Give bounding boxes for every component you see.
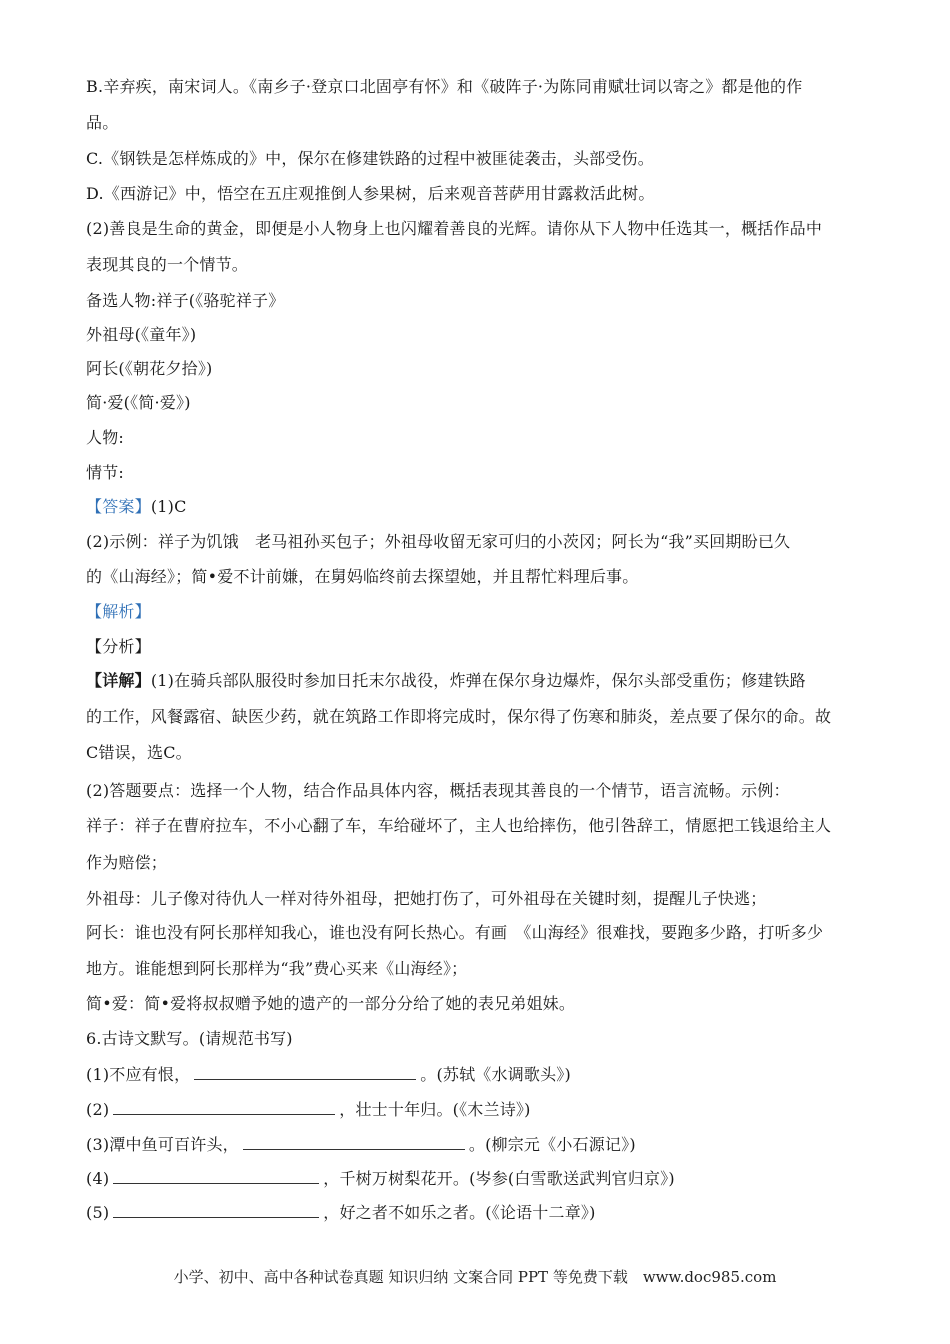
fill-2-blank[interactable] bbox=[113, 1098, 335, 1115]
option-b-line1: B.辛弃疾，南宋词人。《南乡子·登京口北固亭有怀》和《破阵子·为陈同甫赋壮词以寄之》都是他的作 bbox=[86, 77, 803, 96]
fill-item-2 bbox=[86, 1098, 876, 1121]
fill-5-post: ，好之者不如乐之者。(《论语十二章》) bbox=[323, 1203, 596, 1222]
detail-2: (2)答题要点：选择一个人物，结合作品具体内容，概括表现其善良的一个情节，语言流畅。示例： bbox=[86, 781, 790, 800]
option-b-line2: 品。 bbox=[86, 113, 119, 132]
option-d: D.《西游记》中，悟空在五庄观推倒人参果树，后来观音菩萨用甘露救活此树。 bbox=[86, 184, 655, 203]
fill-4-blank[interactable] bbox=[113, 1167, 319, 1184]
fenxi-tag: 【分析】 bbox=[86, 637, 151, 656]
fill-3-post: 。(柳宗元《小石源记》) bbox=[468, 1135, 636, 1154]
analysis-tag: 【解析】 bbox=[86, 602, 151, 621]
candidate-1: 备选人物:祥子(《骆驼祥子》 bbox=[86, 291, 285, 310]
fill-3-pre: (3)潭中鱼可百许头， bbox=[86, 1135, 239, 1154]
fill-3-blank[interactable] bbox=[243, 1133, 465, 1150]
candidate-4: 简·爱(《简·爱》) bbox=[86, 393, 191, 412]
fill-5-blank[interactable] bbox=[113, 1201, 319, 1218]
answer-2-line1: (2)示例：祥子为饥饿 老马祖孙买包子；外祖母收留无家可归的小茨冈；阿长为“我”买回期盼已久 bbox=[86, 532, 791, 551]
option-c: C.《钢铁是怎样炼成的》中，保尔在修建铁路的过程中被匪徒袭击，头部受伤。 bbox=[86, 149, 654, 168]
fill-2-pre: (2) bbox=[86, 1100, 110, 1119]
fill-item-5 bbox=[86, 1201, 876, 1224]
xiangzi-line2: 作为赔偿； bbox=[86, 853, 168, 872]
fill-item-4 bbox=[86, 1167, 876, 1190]
candidate-2: 外祖母(《童年》) bbox=[86, 325, 197, 344]
jane-line: 简•爱：简•爱将叔叔赠予她的遗产的一部分分给了她的表兄弟姐妹。 bbox=[86, 994, 576, 1013]
fill-1-blank[interactable] bbox=[194, 1063, 416, 1080]
detail-tag: 【详解】 bbox=[86, 671, 151, 690]
detail-line1 bbox=[86, 670, 876, 692]
fill-5-pre: (5) bbox=[86, 1203, 110, 1222]
answer-1: (1)C bbox=[150, 497, 187, 516]
fill-2-post: ，壮士十年归。(《木兰诗》) bbox=[339, 1100, 531, 1119]
question-6: 6.古诗文默写。(请规范书写) bbox=[86, 1029, 293, 1048]
answer-2-line2: 的《山海经》；简•爱不计前嫌，在舅妈临终前去探望她，并且帮忙料理后事。 bbox=[86, 567, 639, 586]
candidate-3: 阿长(《朝花夕拾》) bbox=[86, 359, 213, 378]
answer-tag: 【答案】 bbox=[86, 497, 151, 516]
fill-4-post: ，千树万树梨花开。(岑参(白雪歌送武判官归京》) bbox=[323, 1169, 675, 1188]
question-2-line2: 表现其良的一个情节。 bbox=[86, 255, 249, 274]
xiangzi-line1: 祥子：祥子在曹府拉车，不小心翻了车，车给碰坏了，主人也给摔伤，他引咎辞工，情愿把工钱退给主人 bbox=[86, 816, 832, 835]
achang-line1: 阿长：谁也没有阿长那样知我心，谁也没有阿长热心。有画 《山海经》很难找，要跑多少路，打听多少 bbox=[86, 923, 824, 942]
person-label: 人物: bbox=[86, 428, 124, 447]
page-footer: 小学、初中、高中各种试卷真题 知识归纳 文案合同 PPT 等免费下载 www.doc985.com bbox=[173, 1268, 777, 1286]
fill-1-post: 。(苏轼《水调歌头》) bbox=[420, 1065, 571, 1084]
grandmother-line: 外祖母：儿子像对待仇人一样对待外祖母，把她打伤了，可外祖母在关键时刻，提醒儿子快逃； bbox=[86, 889, 767, 908]
question-2-line1: (2)善良是生命的黄金，即便是小人物身上也闪耀着善良的光辉。请你从下人物中任选其一，概括作品中 bbox=[86, 219, 823, 238]
detail-line3: C错误，选C。 bbox=[86, 743, 192, 762]
fill-item-1 bbox=[86, 1063, 876, 1086]
fill-item-3 bbox=[86, 1133, 876, 1156]
answer-line bbox=[86, 496, 876, 518]
fill-4-pre: (4) bbox=[86, 1169, 110, 1188]
fill-1-pre: (1)不应有恨， bbox=[86, 1065, 191, 1084]
detail-1a: (1)在骑兵部队服役时参加日托末尔战役，炸弹在保尔身边爆炸，保尔头部受重伤；修建铁路 bbox=[150, 671, 806, 690]
plot-label: 情节: bbox=[86, 463, 124, 482]
achang-line2: 地方。谁能想到阿长那样为“我”费心买来《山海经》； bbox=[86, 959, 468, 978]
detail-line2: 的工作，风餐露宿、缺医少药，就在筑路工作即将完成时，保尔得了伤寒和肺炎，差点要了保尔的命。故 bbox=[86, 707, 832, 726]
